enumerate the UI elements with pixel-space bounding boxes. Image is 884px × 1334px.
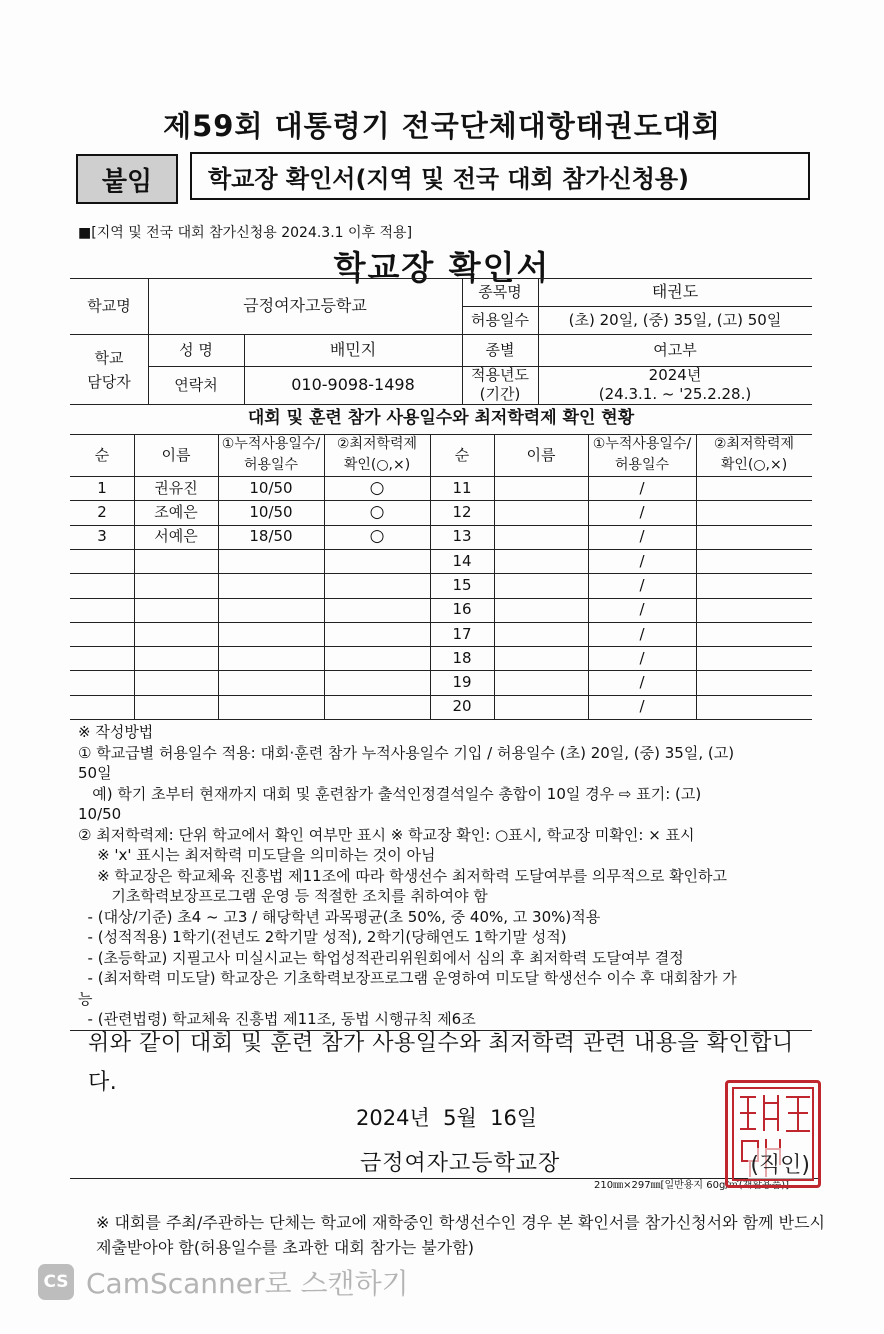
manager-label-line1: 학교 bbox=[94, 348, 124, 367]
row-number: 16 bbox=[452, 600, 472, 619]
col-no-right: 순 bbox=[454, 445, 470, 464]
used-days: 10/50 bbox=[249, 503, 293, 522]
athlete-name bbox=[134, 695, 218, 719]
used-days: / bbox=[639, 624, 645, 643]
year-label-line1: 적용년도 bbox=[471, 366, 529, 385]
instruction-line: 50일 bbox=[78, 764, 112, 782]
camscanner-text: CamScanner로 스캔하기 bbox=[86, 1267, 409, 1300]
manager-label-line2: 담당자 bbox=[87, 372, 131, 391]
contact-label: 연락처 bbox=[174, 375, 218, 394]
year-value-line1: 2024년 bbox=[648, 366, 702, 385]
contact-value: 010-9098-1498 bbox=[291, 375, 415, 394]
row-number: 15 bbox=[452, 575, 472, 594]
athlete-name: 조예은 bbox=[154, 503, 198, 522]
apply-note: ■[지역 및 전국 대회 참가신청용 2024.3.1 이후 적용] bbox=[78, 225, 413, 241]
academic-check bbox=[324, 573, 430, 597]
row-number bbox=[70, 670, 134, 694]
athlete-name bbox=[494, 670, 588, 694]
academic-check bbox=[696, 622, 812, 646]
instructions bbox=[78, 722, 820, 1030]
footer-note: ※ 대회를 주최/주관하는 단체는 학교에 재학중인 학생선수인 경우 본 확인서를 참가신청서와 함께 반드시 제출받아야 함(허용일수를 초과한 대회 참가는 불가함) bbox=[96, 1213, 825, 1257]
used-days: / bbox=[639, 527, 645, 546]
academic-check bbox=[324, 646, 430, 670]
academic-check bbox=[324, 695, 430, 719]
year-label-line2: (기간) bbox=[479, 385, 521, 404]
athlete-name bbox=[494, 646, 588, 670]
camscanner-watermark bbox=[38, 1262, 409, 1302]
category-value: 여고부 bbox=[653, 340, 697, 359]
row-number: 12 bbox=[452, 503, 472, 522]
status-title: 대회 및 훈련 참가 사용일수와 최저학력제 확인 현황 bbox=[247, 408, 635, 429]
sport-value: 태권도 bbox=[651, 282, 699, 301]
row-number bbox=[70, 622, 134, 646]
used-days: / bbox=[639, 648, 645, 667]
allowed-days-value: (초) 20일, (중) 35일, (고) 50일 bbox=[568, 310, 782, 329]
athlete-name bbox=[134, 646, 218, 670]
athlete-name bbox=[134, 598, 218, 622]
row-number bbox=[70, 549, 134, 573]
row-number bbox=[70, 598, 134, 622]
row-number: 2 bbox=[97, 503, 107, 522]
row-number: 17 bbox=[452, 624, 472, 643]
document-title: 학교장 확인서 bbox=[333, 248, 551, 287]
used-days bbox=[218, 695, 324, 719]
academic-check bbox=[324, 670, 430, 694]
athlete-name: 권유진 bbox=[154, 478, 198, 497]
athlete-name: 서예은 bbox=[154, 527, 198, 546]
name-label: 성 명 bbox=[179, 340, 213, 359]
official-seal bbox=[725, 1080, 821, 1188]
athlete-name bbox=[494, 573, 588, 597]
col-name-left: 이름 bbox=[161, 445, 191, 464]
school-label: 학교명 bbox=[87, 296, 131, 315]
row-number: 20 bbox=[452, 697, 472, 716]
instruction-line: ② 최저학력제: 단위 학교에서 확인 여부만 표시 ※ 학교장 확인: ○표시, 학교장 미확인: × 표시 bbox=[78, 825, 695, 844]
athlete-name bbox=[134, 670, 218, 694]
row-number: 18 bbox=[452, 648, 472, 667]
col-days-left-line2: 허용일수 bbox=[243, 456, 299, 473]
paper-size-note: 210㎜×297㎜[일반용지 60g/㎡(재활용품)] bbox=[594, 1180, 790, 1191]
row-number bbox=[70, 646, 134, 670]
row-number: 3 bbox=[97, 527, 107, 546]
camscanner-logo-icon: CS bbox=[38, 1264, 74, 1300]
used-days: 18/50 bbox=[249, 527, 293, 546]
athlete-name bbox=[494, 476, 588, 500]
seal-label: (직인) bbox=[748, 1148, 812, 1179]
row-number bbox=[70, 695, 134, 719]
row-number: 11 bbox=[452, 478, 472, 497]
principal-name: 금정여자고등학교장 bbox=[360, 1151, 561, 1176]
instruction-line: 능 bbox=[78, 989, 93, 1008]
instruction-line: ※ 학교장은 학교체육 진흥법 제11조에 따라 학생선수 최저학력 도달여부를 의무적으로 확인하고 bbox=[78, 866, 728, 885]
used-days: / bbox=[639, 503, 645, 522]
academic-check bbox=[324, 549, 430, 573]
academic-check bbox=[696, 598, 812, 622]
used-days bbox=[218, 646, 324, 670]
used-days: / bbox=[639, 478, 645, 497]
academic-check: ○ bbox=[369, 477, 385, 498]
academic-check bbox=[696, 476, 812, 500]
attachment-badge: 붙임 bbox=[76, 154, 178, 204]
academic-check bbox=[696, 500, 812, 524]
col-check-right-line2: 확인(○,×) bbox=[720, 456, 788, 473]
used-days bbox=[218, 598, 324, 622]
athlete-name bbox=[134, 573, 218, 597]
instruction-line: - (초등학교) 지필고사 미실시교는 학업성적관리위원회에서 심의 후 최저학력 도달여부 결정 bbox=[78, 948, 684, 967]
col-days-right-line1: ①누적사용일수/ bbox=[592, 435, 692, 452]
used-days: / bbox=[639, 697, 645, 716]
instruction-line: - (최저학력 미도달) 학교장은 기초학력보장프로그램 운영하여 미도달 학생선수 이수 후 대회참가 가 bbox=[78, 969, 737, 987]
used-days bbox=[218, 549, 324, 573]
col-days-right-line2: 허용일수 bbox=[614, 456, 670, 473]
instruction-line: 10/50 bbox=[78, 805, 122, 823]
instruction-line: ① 학교급별 허용일수 적용: 대회·훈련 참가 누적사용일수 기입 / 허용일수 (초) 20일, (중) 35일, (고) bbox=[78, 743, 735, 762]
col-check-left-line2: 확인(○,×) bbox=[343, 456, 411, 473]
attachment-title: 학교장 확인서(지역 및 전국 대회 참가신청용) bbox=[190, 152, 810, 200]
instruction-line: 예) 학기 초부터 현재까지 대회 및 훈련참가 출석인정결석일수 총합이 10일 경우 ⇨ 표기: (고) bbox=[78, 784, 702, 803]
athlete-name bbox=[494, 695, 588, 719]
academic-check: ○ bbox=[369, 501, 385, 522]
used-days bbox=[218, 670, 324, 694]
row-number bbox=[70, 573, 134, 597]
sport-label: 종목명 bbox=[478, 282, 522, 301]
name-value: 배민지 bbox=[329, 340, 377, 359]
row-number: 19 bbox=[452, 673, 472, 692]
athlete-name bbox=[494, 549, 588, 573]
academic-check bbox=[324, 598, 430, 622]
academic-check bbox=[696, 695, 812, 719]
category-label: 종별 bbox=[485, 340, 515, 359]
col-name-right: 이름 bbox=[526, 445, 556, 464]
used-days bbox=[218, 622, 324, 646]
athlete-name bbox=[134, 622, 218, 646]
row-number: 13 bbox=[452, 527, 472, 546]
confirmation-text: 위와 같이 대회 및 훈련 참가 사용일수와 최저학력 관련 내용을 확인합니다. bbox=[88, 1031, 794, 1095]
used-days: 10/50 bbox=[249, 478, 293, 497]
col-days-left-line1: ①누적사용일수/ bbox=[221, 435, 321, 452]
used-days bbox=[218, 573, 324, 597]
academic-check bbox=[696, 646, 812, 670]
academic-check bbox=[696, 549, 812, 573]
used-days: / bbox=[639, 673, 645, 692]
event-title: 제59회 대통령기 전국단체대항태권도대회 bbox=[163, 109, 721, 143]
academic-check bbox=[696, 670, 812, 694]
athlete-name bbox=[494, 525, 588, 549]
athlete-name bbox=[494, 622, 588, 646]
school-value: 금정여자고등학교 bbox=[243, 296, 367, 315]
confirmation-date: 2024년 5월 16일 bbox=[356, 1106, 538, 1130]
athlete-name bbox=[494, 598, 588, 622]
instruction-line: - (성적적용) 1학기(전년도 2학기말 성적), 2학기(당해연도 1학기말 성적) bbox=[78, 928, 567, 946]
used-days: / bbox=[639, 600, 645, 619]
col-no-left: 순 bbox=[94, 445, 110, 464]
instruction-line: ※ 'x' 표시는 최저학력 미도달을 의미하는 것이 아님 bbox=[78, 846, 436, 864]
athlete-name bbox=[134, 549, 218, 573]
year-value-line2: (24.3.1. ~ '25.2.28.) bbox=[598, 385, 752, 404]
row-number: 14 bbox=[452, 551, 472, 570]
used-days: / bbox=[639, 575, 645, 594]
row-number: 1 bbox=[97, 478, 107, 497]
instruction-line: 기초학력보장프로그램 운영 등 적절한 조치를 취하여야 함 bbox=[78, 887, 488, 905]
instruction-line: - (대상/기준) 초4 ~ 고3 / 해당학년 과목평균(초 50%, 중 40%, 고 30%)적용 bbox=[78, 907, 601, 926]
instruction-line: - (관련법령) 학교체육 진흥법 제11조, 동법 시행규칙 제6조 bbox=[78, 1010, 476, 1028]
academic-check bbox=[696, 525, 812, 549]
col-check-left-line1: ②최저학력제 bbox=[336, 435, 418, 452]
instruction-line: ※ 작성방법 bbox=[78, 723, 154, 741]
academic-check: ○ bbox=[369, 526, 385, 547]
allowed-days-label: 허용일수 bbox=[471, 310, 529, 329]
used-days: / bbox=[639, 551, 645, 570]
academic-check bbox=[324, 622, 430, 646]
col-check-right-line1: ②최저학력제 bbox=[713, 435, 795, 452]
athlete-name bbox=[494, 500, 588, 524]
academic-check bbox=[696, 573, 812, 597]
